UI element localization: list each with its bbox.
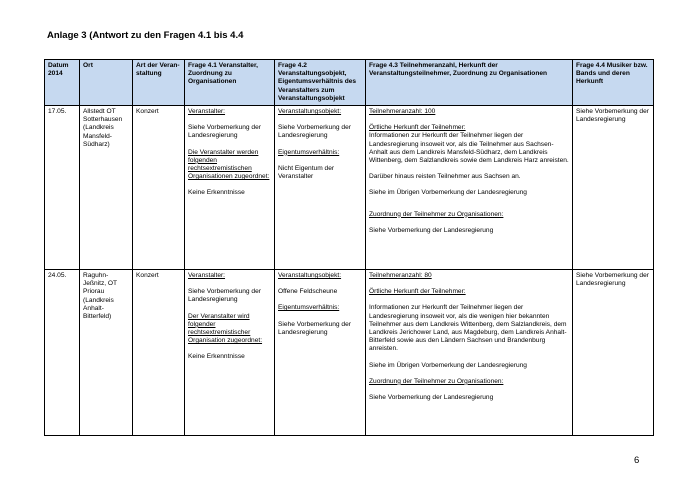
answer-table <box>44 59 654 436</box>
eigentum-label: Eigentumsverhältnis: <box>278 304 340 312</box>
organisation-text: Keine Erkenntnisse <box>188 353 245 361</box>
header-frage-4-4: Frage 4.4 Musiker bzw. Bands und deren Herkunft <box>573 60 654 106</box>
cell-ort: Allstedt OT Sotterhausen (Landkreis Mansfeld-Südharz) <box>80 106 133 270</box>
objekt-text: Offene Feldscheune <box>278 288 338 296</box>
organisation-label: Die Veranstalter werden folgenden rechtsextremistischen Organisationen zugeordnet: <box>188 148 270 181</box>
header-datum: Datum 2014 <box>45 60 80 106</box>
cell-ort: Raguhn-Jeßnitz, OT Priorau (Landkreis Anhalt-Bitterfeld) <box>80 270 133 436</box>
page-number: 6 <box>634 455 640 466</box>
cell-frage-4-2 <box>275 270 366 436</box>
veranstalter-text: Siehe Vorbemerkung der Landesregierung <box>188 124 261 140</box>
document-title: Anlage 3 (Antwort zu den Fragen 4.1 bis 4.4 <box>47 30 244 41</box>
cell-datum: 24.05. <box>45 270 80 436</box>
organisation-text: Keine Erkenntnisse <box>188 189 245 197</box>
header-frage-4-3: Frage 4.3 Teilnehmeranzahl, Herkunft der Veranstaltungsteilnehmer, Zuordnung zu Organisationen <box>366 60 573 106</box>
header-ort: Ort <box>80 60 133 106</box>
table-header-row <box>45 60 654 106</box>
cell-frage-4-4: Siehe Vorbemerkung der Landesregierung <box>573 270 654 436</box>
header-frage-4-2: Frage 4.2 Veranstaltungsobjekt, Eigentumsverhältnis des Veranstalters zum Veranstaltungsobjekt <box>275 60 366 106</box>
veranstalter-label: Veranstalter: <box>188 272 226 280</box>
header-art: Art der Veran-staltung <box>133 60 185 106</box>
herkunft-label: Örtliche Herkunft der Teilnehmer: <box>369 124 466 132</box>
teilnehmeranzahl-label: Teilnehmeranzahl: 100 <box>369 108 436 116</box>
herkunft-label: Örtliche Herkunft der Teilnehmer: <box>369 288 466 296</box>
objekt-label: Veranstaltungsobjekt: <box>278 108 342 116</box>
zuordnung-text: Siehe Vorbemerkung der Landesregierung <box>369 226 494 234</box>
cell-frage-4-3 <box>366 106 573 270</box>
objekt-label: Veranstaltungsobjekt: <box>278 272 342 280</box>
header-frage-4-1: Frage 4.1 Veranstalter, Zuordnung zu Organisationen <box>185 60 275 106</box>
teilnehmeranzahl-label: Teilnehmeranzahl: 80 <box>369 272 432 280</box>
cell-frage-4-2 <box>275 106 366 270</box>
cell-frage-4-1 <box>185 270 275 436</box>
eigentum-text: Nicht Eigentum der Veranstalter <box>278 164 335 181</box>
cell-datum: 17.05. <box>45 106 80 270</box>
herkunft-sachsen-text: Darüber hinaus reisten Teilnehmer aus Sachsen an. <box>369 173 521 181</box>
eigentum-text: Siehe Vorbemerkung der Landesregierung <box>278 320 351 336</box>
herkunft-text: Informationen zur Herkunft der Teilnehmer liegen der Landesregierung insoweit vor, als die Teilnehmer aus Sachsen-Anhalt aus dem Landkreis Mansfeld-Südharz, dem Landkreis Wittenberg, dem Salzlandkreis sowie dem Landkreis Harz anreisten. <box>369 132 569 165</box>
cell-frage-4-3 <box>366 270 573 436</box>
cell-frage-4-4: Siehe Vorbemerkung der Landesregierung <box>573 106 654 270</box>
organisation-label: Der Veranstalter wird folgender rechtsextremistischer Organisation zugeordnet: <box>188 312 263 345</box>
uebrigen-text: Siehe im Übrigen Vorbemerkung der Landesregierung <box>369 361 527 369</box>
herkunft-text: Informationen zur Herkunft der Teilnehmer liegen der Landesregierung insoweit vor, als die wenigen hier bekannten Teilnehmer aus dem Landkreis Wittenberg, dem Salzlandkreis, dem Landkreis Jerichower Land, aus Magdeburg, dem Landkreis Anhalt-Bitterfeld sowie aus den Ländern Sachsen und Brandenburg anreisten. <box>369 304 567 353</box>
objekt-text: Siehe Vorbemerkung der Landesregierung <box>278 124 351 140</box>
table-row <box>45 270 654 436</box>
zuordnung-text: Siehe Vorbemerkung der Landesregierung <box>369 394 494 402</box>
cell-art: Konzert <box>133 270 185 436</box>
table-row <box>45 106 654 270</box>
veranstalter-text: Siehe Vorbemerkung der Landesregierung <box>188 288 261 304</box>
zuordnung-label: Zuordnung der Teilnehmer zu Organisationen: <box>369 210 504 218</box>
veranstalter-label: Veranstalter: <box>188 108 226 116</box>
zuordnung-label: Zuordnung der Teilnehmer zu Organisationen: <box>369 377 504 385</box>
eigentum-label: Eigentumsverhältnis: <box>278 148 340 156</box>
uebrigen-text: Siehe im Übrigen Vorbemerkung der Landesregierung <box>369 189 527 197</box>
cell-frage-4-1 <box>185 106 275 270</box>
cell-art: Konzert <box>133 106 185 270</box>
